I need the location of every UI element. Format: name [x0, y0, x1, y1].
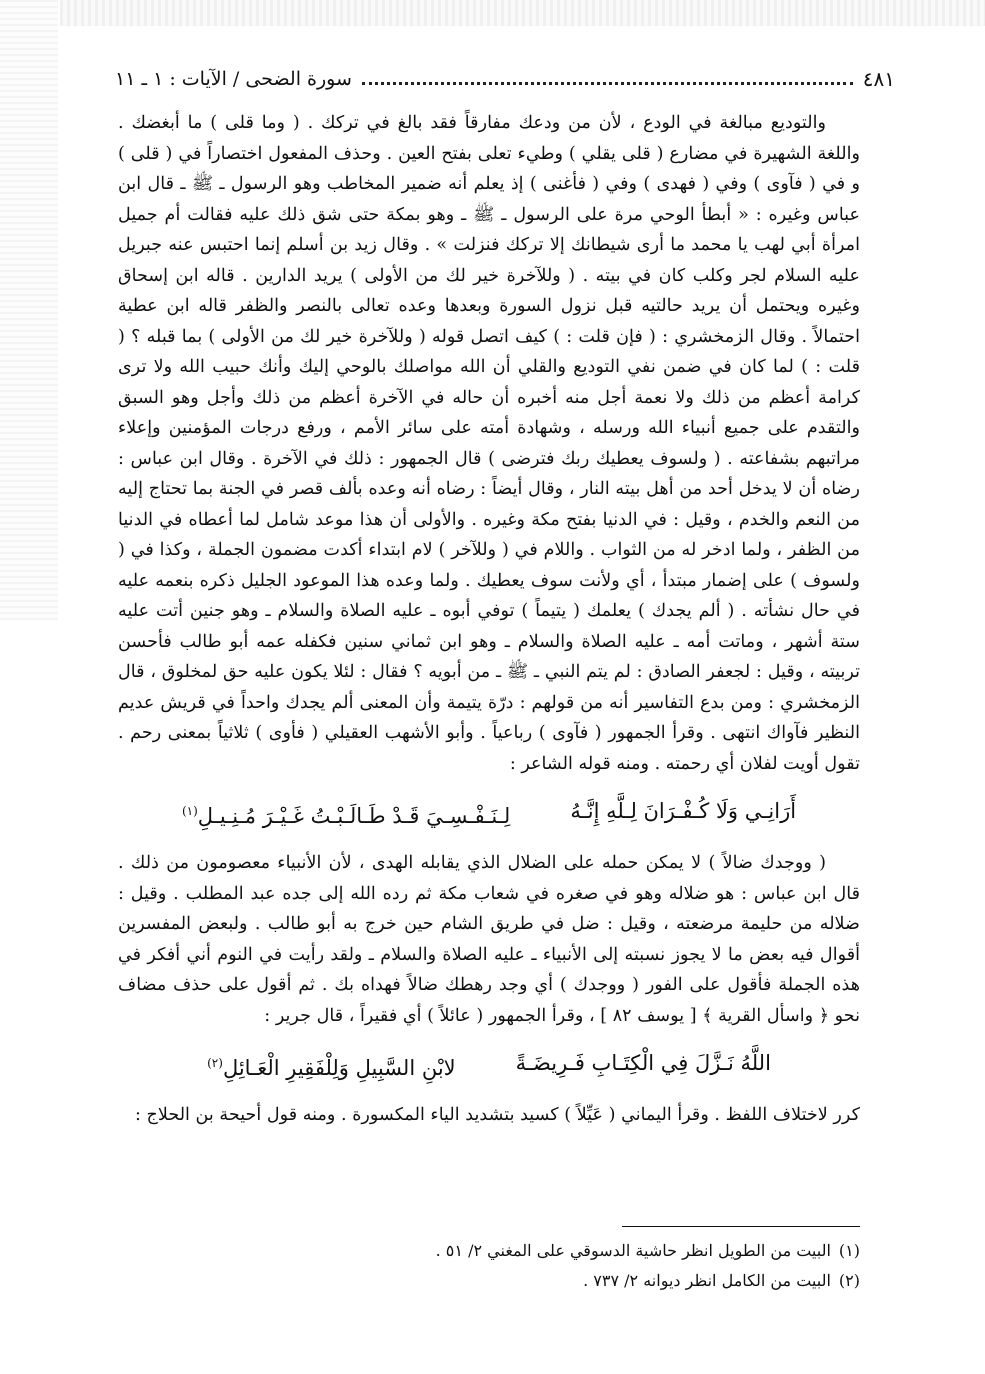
- footnote-2-number: (٢): [838, 1271, 860, 1290]
- footnote-ref-1: (١): [181, 804, 198, 818]
- paragraph-1: والتوديع مبالغة في الودع ، لأن من ودعك مفارقاً فقد بالغ في تركك . ( وما قلى ) ما أبغضك . واللغة الشهيرة في مضارع ( قلى يقلي ) وطيء تعلى بفتح العين . وحذف المفعول اختصاراً في ( قلى ) و في ( فآوى ) وفي ( فهدى ) وفي ( فأغنى ) إذ يعلم أنه ضمير المخاطب وهو الرسول ـ ﷺ ـ قال ابن عباس وغيره : « أبطأ الوحي مرة على الرسول ـ ﷺ ـ وهو بمكة حتى شق ذلك عليه فقالت أم جميل امرأة أبي لهب يا محمد ما أرى شيطانك إلا تركك فنزلت » . وقال زيد بن أسلم إنما احتبس عنه جبريل عليه السلام لجر وكلب كان في بيته . ( وللآخرة خير لك من الأولى ) يريد الدارين . قاله ابن إسحاق وغيره ويحتمل أن يريد حالتيه قبل نزول السورة وبعدها وعده تعالى بالنصر والظفر قاله ابن عطية احتمالاً . وقال الزمخشري : ( فإن قلت : ) كيف اتصل قوله ( وللآخرة خير لك من الأولى ) بما قبله ؟ ( قلت : ) لما كان في ضمن نفي التوديع والقلي أن الله مواصلك بالوحي إليك وأنك حبيب الله ولا ترى كرامة أعظم من ذلك ولا نعمة أجل منه أخبره أن حاله في الآخرة أعظم من ذلك وأجل وهو السبق والتقدم على جميع أنبياء الله ورسله ، وشهادة أمته على سائر الأمم ، ورفع درجات المؤمنين وإعلاء مراتبهم بشفاعته . ( ولسوف يعطيك ربك فترضى ) قال الجمهور : ذلك في الآخرة . وقال ابن عباس : رضاه أن لا يدخل أحد من أهل بيته النار ، وقال أيضاً : رضاه أنه وعده بألف قصر في الجنة بما تحتاج إليه من النعم والخدم ، وقيل : في الدنيا بفتح مكة وغيره . والأولى أن هذا موعد شامل لما أعطاه في الدنيا من الظفر ، ولما ادخر له من الثواب . واللام في ( وللآخر ) لام ابتداء أكدت مضمون الجملة ، وكذا في ( ولسوف ) على إضمار مبتدأ ، أي ولأنت سوف يعطيك . ولما وعده هذا الموعود الجليل ذكره بنعمه عليه في حال نشأته . ( ألم يجدك ) يعلمك ( يتيماً ) توفي أبوه ـ عليه الصلاة والسلام ـ وهو جنين أتت عليه ستة أشهر ، وماتت أمه ـ عليه الصلاة والسلام ـ وهو ابن ثماني سنين فكفله عمه أبو طالب فأحسن تربيته ، وقيل : لجعفر الصادق : لم يتم النبي ـ ﷺ ـ من أبويه ؟ فقال : لئلا يكون عليه حق لمخلوق ، قال الزمخشري : ومن بدع التفاسير أنه من قولهم : درّة يتيمة وأن المعنى ألم يجدك واحداً في قريش عديم النظير فآواك انتهى . وقرأ الجمهور ( فآوى ) رباعياً . وأبو الأشهب العقيلي ( فأوى ) ثلاثياً بمعنى رحم . تقول أويت لفلان أي رحمته . ومنه قوله الشاعر :: [118, 113, 860, 774]
- verse-1: [118, 787, 860, 840]
- footnote-1-number: (١): [838, 1241, 860, 1260]
- chapter-title: سورة الضحى / الآيات : ١ ـ ١١: [115, 68, 352, 90]
- scan-noise-left: [0, 0, 58, 620]
- footnote-1: [118, 1236, 860, 1266]
- running-header: [115, 62, 895, 96]
- verse-1-second-hemistich-text: لِـنَـفْـسِـيَ قَـدْ طَـالَـبْـتُ غَـيْـرَ مُـنِـيـلِ: [197, 804, 511, 828]
- verse-2-first-hemistich: اللَّهُ نَـزَّلَ فِي الْكِتَـابِ فَـرِيضَـةً: [515, 1051, 771, 1075]
- dot-leader: [362, 81, 853, 85]
- verse-1-first-hemistich: أَرَانِـي وَلَا كُـفْـرَانَ لِـلَّهِ إِنَّـهُ: [570, 799, 797, 823]
- footnote-2: [118, 1266, 860, 1296]
- footnote-ref-2: (٢): [207, 1056, 223, 1070]
- verse-2: [118, 1039, 860, 1092]
- footnote-2-text: البيت من الكامل انظر ديوانه ٢/ ٧٣٧ .: [583, 1271, 831, 1290]
- footnote-separator: [622, 1226, 860, 1227]
- verse-2-second-hemistich: [207, 1039, 456, 1092]
- verse-2-second-hemistich-text: لابْنِ السَّبِيلِ وَلِلْفَقِيرِ الْعَـائِلِ: [222, 1056, 456, 1080]
- scan-noise-top: [60, 0, 985, 26]
- paragraph-2: ( ووجدك ضالاً ) لا يمكن حمله على الضلال الذي يقابله الهدى ، لأن الأنبياء معصومون من ذلك . قال ابن عباس : هو ضلاله وهو في صغره في شعاب مكة ثم رده الله إلى جده عبد المطلب . وقيل : ضلاله من حليمة مرضعته ، وقيل : ضل في طريق الشام حين خرج به أبو طالب . ولبعض المفسرين أقوال فيه بعض ما لا يجوز نسبته إلى الأنبياء ـ عليه الصلاة والسلام ـ ولقد رأيت في النوم أني أفكر في هذه الجملة فأقول على الفور ( ووجدك ) أي وجد رهطك ضالاً فهداه بك . ثم أقول على حذف مضاف نحو ﴿ واسأل القرية ﴾ [ يوسف ٨٢ ] ، وقرأ الجمهور ( عائلاً ) أي فقيراً ، قال جرير :: [118, 853, 860, 1026]
- main-text: [118, 108, 860, 1131]
- footnote-1-text: البيت من الطويل انظر حاشية الدسوقي على المغني ٢/ ٥١ .: [435, 1241, 831, 1260]
- paragraph-3: كرر لاختلاف اللفظ . وقرأ اليماني ( عَيِّلاً ) كسيد بتشديد الياء المكسورة . ومنه قول أحيحة بن الحلاج :: [134, 1105, 860, 1125]
- verse-1-second-hemistich: [182, 787, 510, 840]
- page-number: ٤٨١: [862, 67, 895, 91]
- footnotes: [118, 1236, 860, 1296]
